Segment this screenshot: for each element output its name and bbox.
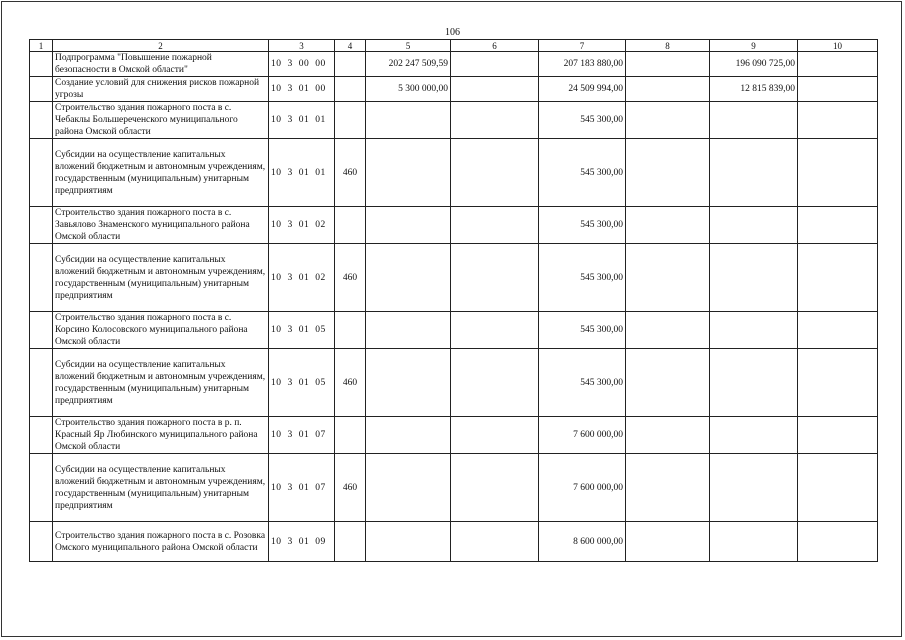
amount-cell-9: 12 815 839,00 [710, 77, 798, 102]
code-part: 10 [271, 84, 282, 94]
code-part: 07 [315, 482, 326, 493]
amount-cell-6 [451, 454, 539, 522]
row-name-cell: Строительство здания пожарного поста в с. Завьялово Знаменского муниципального района Омской области [53, 207, 269, 244]
amount-cell-5: 202 247 509,59 [366, 52, 451, 77]
amount-cell-8 [626, 207, 710, 244]
amount-cell-7: 545 300,00 [539, 349, 626, 417]
amount-cell-8 [626, 417, 710, 454]
amount-cell-5 [366, 522, 451, 562]
row-number-cell [30, 349, 53, 417]
page-number: 106 [445, 27, 460, 38]
row-number-cell [30, 52, 53, 77]
amount-cell-8 [626, 312, 710, 349]
amount-cell-5 [366, 454, 451, 522]
amount-cell-6 [451, 244, 539, 312]
code-part: 00 [315, 59, 326, 69]
code-part: 10 [271, 377, 282, 388]
code-part: 3 [287, 377, 293, 388]
amount-cell-7: 24 509 994,00 [539, 77, 626, 102]
row-number-cell [30, 244, 53, 312]
amount-cell-10 [798, 102, 878, 139]
row-name-cell: Строительство здания пожарного поста в р. п. Красный Яр Любинского муниципального района Омской области [53, 417, 269, 454]
amount-cell-6 [451, 349, 539, 417]
code-part: 01 [298, 272, 310, 283]
code-part: 3 [287, 84, 293, 94]
amount-cell-5 [366, 139, 451, 207]
row-name-cell: Субсидии на осуществление капитальных вложений бюджетным и автономным учреждениям, государственным (муниципальным) унитарным предприятиям [53, 349, 269, 417]
table-row [30, 52, 878, 77]
amount-cell-9 [710, 312, 798, 349]
code-part: 3 [287, 272, 293, 283]
row-name-cell: Строительство здания пожарного поста в с. Чебаклы Большереченского муниципального района Омской области [53, 102, 269, 139]
code-part: 10 [271, 272, 282, 283]
expense-type-cell [335, 417, 366, 454]
amount-cell-6 [451, 522, 539, 562]
code-part: 10 [271, 482, 282, 493]
code-part: 3 [287, 536, 293, 547]
amount-cell-9 [710, 417, 798, 454]
amount-cell-7: 545 300,00 [539, 102, 626, 139]
code-part: 01 [315, 115, 326, 125]
row-number-cell [30, 207, 53, 244]
expense-type-cell: 460 [335, 454, 366, 522]
amount-cell-10 [798, 349, 878, 417]
amount-cell-10 [798, 522, 878, 562]
code-part: 3 [287, 115, 293, 125]
expense-type-cell [335, 102, 366, 139]
amount-cell-7: 7 600 000,00 [539, 454, 626, 522]
header-cell: 9 [710, 40, 798, 52]
amount-cell-5: 5 300 000,00 [366, 77, 451, 102]
amount-cell-9 [710, 522, 798, 562]
header-cell: 3 [269, 40, 335, 52]
expense-type-cell [335, 52, 366, 77]
row-number-cell [30, 139, 53, 207]
table-row [30, 102, 878, 139]
amount-cell-5 [366, 102, 451, 139]
classification-code-cell [269, 207, 335, 244]
code-part: 01 [315, 167, 326, 178]
amount-cell-8 [626, 52, 710, 77]
expense-type-cell: 460 [335, 244, 366, 312]
code-part: 01 [298, 430, 310, 440]
amount-cell-6 [451, 52, 539, 77]
amount-cell-7: 545 300,00 [539, 244, 626, 312]
code-part: 10 [271, 220, 282, 230]
classification-code-cell [269, 454, 335, 522]
table-row [30, 522, 878, 562]
amount-cell-5 [366, 349, 451, 417]
amount-cell-6 [451, 312, 539, 349]
classification-code-cell [269, 77, 335, 102]
amount-cell-7: 545 300,00 [539, 207, 626, 244]
amount-cell-7: 8 600 000,00 [539, 522, 626, 562]
code-part: 3 [287, 430, 293, 440]
classification-code-cell [269, 417, 335, 454]
row-number-cell [30, 417, 53, 454]
classification-code-cell [269, 349, 335, 417]
budget-table [29, 39, 878, 562]
header-cell: 5 [366, 40, 451, 52]
classification-code-cell [269, 244, 335, 312]
header-cell: 7 [539, 40, 626, 52]
classification-code-cell [269, 102, 335, 139]
amount-cell-5 [366, 417, 451, 454]
amount-cell-10 [798, 312, 878, 349]
amount-cell-8 [626, 77, 710, 102]
amount-cell-10 [798, 244, 878, 312]
code-part: 00 [315, 84, 326, 94]
code-part: 10 [271, 325, 282, 335]
code-part: 01 [298, 482, 310, 493]
amount-cell-7: 545 300,00 [539, 312, 626, 349]
amount-cell-9 [710, 207, 798, 244]
code-part: 3 [287, 220, 293, 230]
amount-cell-7: 545 300,00 [539, 139, 626, 207]
amount-cell-5 [366, 207, 451, 244]
code-part: 07 [315, 430, 326, 440]
table-row [30, 244, 878, 312]
amount-cell-8 [626, 244, 710, 312]
table-row [30, 312, 878, 349]
amount-cell-10 [798, 207, 878, 244]
code-part: 01 [298, 325, 310, 335]
amount-cell-10 [798, 52, 878, 77]
classification-code-cell [269, 52, 335, 77]
amount-cell-6 [451, 102, 539, 139]
amount-cell-9 [710, 349, 798, 417]
row-number-cell [30, 522, 53, 562]
code-part: 09 [315, 536, 326, 547]
amount-cell-8 [626, 102, 710, 139]
amount-cell-8 [626, 454, 710, 522]
table-row [30, 139, 878, 207]
expense-type-cell: 460 [335, 349, 366, 417]
table-row [30, 349, 878, 417]
code-part: 01 [298, 84, 310, 94]
code-part: 05 [315, 325, 326, 335]
amount-cell-10 [798, 454, 878, 522]
row-name-cell: Строительство здания пожарного поста в с. Розовка Омского муниципального района Омской области [53, 522, 269, 562]
code-part: 01 [298, 167, 310, 178]
table-row [30, 207, 878, 244]
header-cell: 10 [798, 40, 878, 52]
amount-cell-6 [451, 207, 539, 244]
code-part: 3 [287, 482, 293, 493]
code-part: 10 [271, 167, 282, 178]
row-name-cell: Строительство здания пожарного поста в с. Корсино Колосовского муниципального района Омской области [53, 312, 269, 349]
amount-cell-10 [798, 417, 878, 454]
code-part: 02 [315, 220, 326, 230]
expense-type-cell [335, 312, 366, 349]
classification-code-cell [269, 312, 335, 349]
amount-cell-8 [626, 349, 710, 417]
code-part: 01 [298, 377, 310, 388]
expense-type-cell [335, 77, 366, 102]
code-part: 01 [298, 115, 310, 125]
amount-cell-6 [451, 417, 539, 454]
classification-code-cell [269, 139, 335, 207]
header-cell: 4 [335, 40, 366, 52]
amount-cell-8 [626, 522, 710, 562]
row-number-cell [30, 454, 53, 522]
amount-cell-5 [366, 312, 451, 349]
row-number-cell [30, 102, 53, 139]
code-part: 10 [271, 430, 282, 440]
row-name-cell: Субсидии на осуществление капитальных вложений бюджетным и автономным учреждениям, государственным (муниципальным) унитарным предприятиям [53, 244, 269, 312]
amount-cell-9 [710, 139, 798, 207]
code-part: 10 [271, 536, 282, 547]
amount-cell-9 [710, 102, 798, 139]
classification-code-cell [269, 522, 335, 562]
amount-cell-9 [710, 244, 798, 312]
amount-cell-6 [451, 139, 539, 207]
row-name-cell: Субсидии на осуществление капитальных вложений бюджетным и автономным учреждениям, государственным (муниципальным) унитарным предприятиям [53, 139, 269, 207]
amount-cell-6 [451, 77, 539, 102]
amount-cell-10 [798, 77, 878, 102]
amount-cell-9: 196 090 725,00 [710, 52, 798, 77]
row-number-cell [30, 312, 53, 349]
row-name-cell: Подпрограмма "Повышение пожарной безопасности в Омской области" [53, 52, 269, 77]
row-name-cell: Создание условий для снижения рисков пожарной угрозы [53, 77, 269, 102]
code-part: 3 [287, 167, 293, 178]
header-row [30, 40, 878, 52]
amount-cell-9 [710, 454, 798, 522]
expense-type-cell [335, 207, 366, 244]
code-part: 01 [298, 220, 310, 230]
amount-cell-10 [798, 139, 878, 207]
code-part: 05 [315, 377, 326, 388]
row-number-cell [30, 77, 53, 102]
amount-cell-5 [366, 244, 451, 312]
code-part: 01 [298, 536, 310, 547]
table-row [30, 77, 878, 102]
code-part: 00 [298, 59, 310, 69]
header-cell: 2 [53, 40, 269, 52]
header-cell: 1 [30, 40, 53, 52]
header-cell: 6 [451, 40, 539, 52]
code-part: 3 [287, 59, 293, 69]
expense-type-cell: 460 [335, 139, 366, 207]
table-row [30, 417, 878, 454]
code-part: 10 [271, 115, 282, 125]
row-name-cell: Субсидии на осуществление капитальных вложений бюджетным и автономным учреждениям, государственным (муниципальным) унитарным предприятиям [53, 454, 269, 522]
amount-cell-7: 7 600 000,00 [539, 417, 626, 454]
amount-cell-8 [626, 139, 710, 207]
amount-cell-7: 207 183 880,00 [539, 52, 626, 77]
code-part: 3 [287, 325, 293, 335]
header-cell: 8 [626, 40, 710, 52]
code-part: 02 [315, 272, 326, 283]
expense-type-cell [335, 522, 366, 562]
code-part: 10 [271, 59, 282, 69]
table-row [30, 454, 878, 522]
